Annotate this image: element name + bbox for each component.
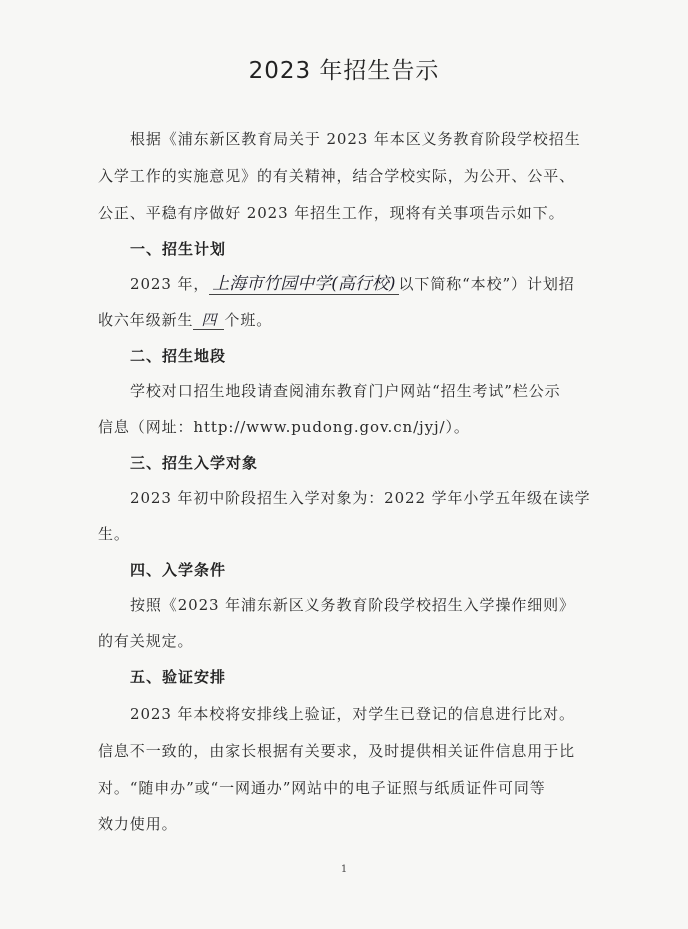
verification-line: 效力使用。	[98, 815, 178, 833]
area-line: 学校对口招生地段请查阅浦东教育门户网站“招生考试”栏公示	[130, 382, 561, 400]
plan-grade-text: 收六年级新生	[98, 311, 194, 329]
page-title: 2023 年招生告示	[248, 58, 440, 84]
plan-abbrev-text: 以下简称“本校”）计划招	[398, 275, 575, 293]
section-heading-area: 二、招生地段	[130, 347, 227, 365]
section-heading-verification: 五、验证安排	[130, 668, 227, 686]
verification-line: 信息不一致的，由家长根据有关要求，及时提供相关证件信息用于比	[98, 742, 576, 760]
page-number: 1	[340, 864, 348, 875]
target-line: 生。	[98, 525, 130, 543]
verification-line: 2023 年本校将安排线上验证，对学生已登记的信息进行比对。	[130, 705, 575, 723]
plan-line-1	[130, 273, 575, 295]
area-line: 信息（网址：http://www.pudong.gov.cn/jyj/）。	[98, 418, 470, 436]
intro-line: 公正、平稳有序做好 2023 年招生工作，现将有关事项告示如下。	[98, 204, 565, 222]
intro-line: 根据《浦东新区教育局关于 2023 年本区义务教育阶段学校招生	[130, 130, 581, 148]
class-count-handwritten: 四	[193, 311, 224, 330]
verification-line: 对。“随申办”或“一网通办”网站中的电子证照与纸质证件可同等	[98, 779, 546, 797]
intro-line: 入学工作的实施意见》的有关精神，结合学校实际，为公开、公平、	[98, 167, 576, 185]
conditions-line: 按照《2023 年浦东新区义务教育阶段学校招生入学操作细则》	[130, 596, 575, 614]
target-line: 2023 年初中阶段招生入学对象为：2022 学年小学五年级在读学	[130, 489, 591, 507]
plan-class-text: 个班。	[224, 311, 273, 329]
section-heading-plan: 一、招生计划	[130, 240, 227, 258]
plan-year-text: 2023 年，	[130, 275, 210, 293]
school-name-handwritten: 上海市竹园中学(高行校)	[209, 274, 398, 295]
section-heading-conditions: 四、入学条件	[130, 561, 227, 579]
section-heading-target: 三、招生入学对象	[130, 454, 259, 472]
plan-line-2	[98, 309, 272, 331]
conditions-line: 的有关规定。	[98, 632, 194, 650]
